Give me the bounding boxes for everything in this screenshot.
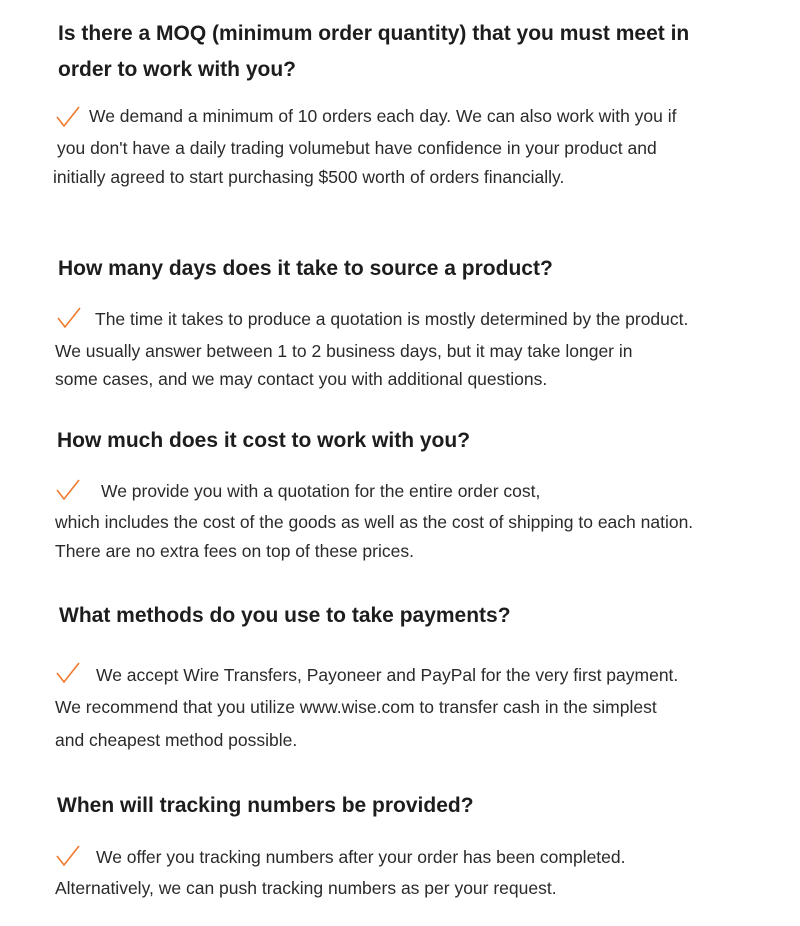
faq-answer-line: which includes the cost of the goods as well as the cost of shipping to each nation. — [55, 512, 694, 532]
faq-answer-line: There are no extra fees on top of these prices. — [55, 541, 414, 561]
faq-answer-line: Alternatively, we can push tracking numbers as per your request. — [55, 878, 557, 898]
checkmark-icon — [56, 106, 80, 128]
faq-answer-line: you don't have a daily trading volumebut have confidence in your product and — [57, 138, 657, 158]
faq-question: What methods do you use to take payments? — [59, 604, 511, 627]
faq-answer-line: We offer you tracking numbers after your order has been completed. — [96, 847, 626, 867]
faq-answer-line: We accept Wire Transfers, Payoneer and PayPal for the very first payment. — [96, 665, 679, 685]
checkmark-icon — [56, 479, 80, 501]
checkmark-icon — [56, 662, 80, 684]
checkmark-icon — [56, 845, 80, 867]
faq-answer-line: initially agreed to start purchasing $500 worth of orders financially. — [53, 167, 565, 187]
faq-question: When will tracking numbers be provided? — [57, 794, 474, 817]
faq-question: How many days does it take to source a product? — [58, 257, 553, 280]
faq-answer-line: The time it takes to produce a quotation is mostly determined by the product. — [95, 309, 689, 329]
faq-answer-line: We demand a minimum of 10 orders each day. We can also work with you if — [89, 106, 677, 126]
faq-answer-line: We recommend that you utilize www.wise.com to transfer cash in the simplest — [55, 697, 657, 717]
faq-answer-line: some cases, and we may contact you with additional questions. — [55, 369, 548, 389]
faq-question: How much does it cost to work with you? — [57, 429, 471, 452]
faq-answer-line: We usually answer between 1 to 2 business days, but it may take longer in — [55, 341, 633, 361]
faq-question: order to work with you? — [58, 58, 297, 81]
faq-answer-line: and cheapest method possible. — [55, 730, 298, 750]
faq-question: Is there a MOQ (minimum order quantity) that you must meet in — [58, 22, 690, 45]
checkmark-icon — [57, 307, 81, 329]
faq-answer-line: We provide you with a quotation for the entire order cost, — [101, 481, 541, 501]
